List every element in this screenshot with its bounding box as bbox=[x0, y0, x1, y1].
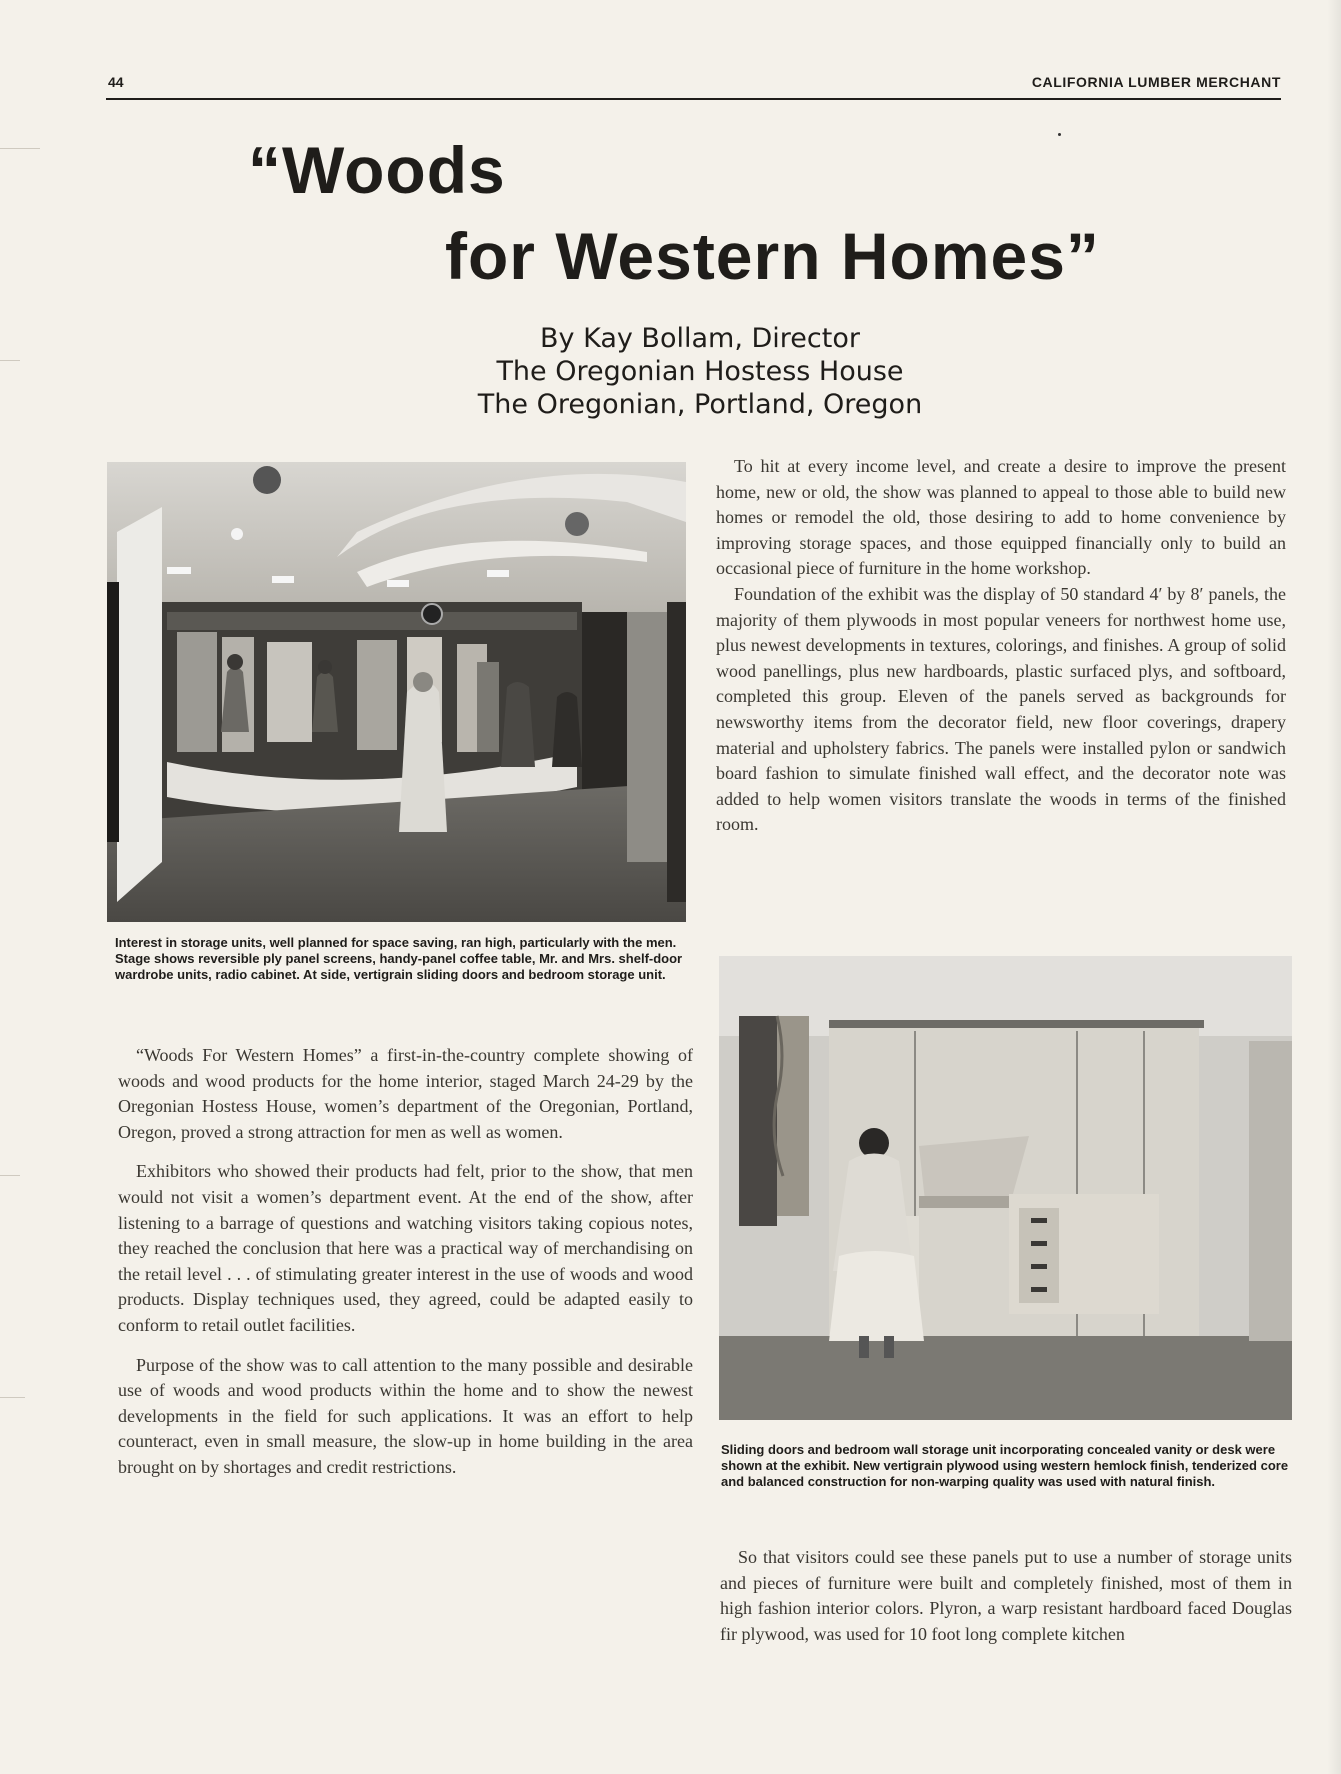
scan-edge-mark bbox=[0, 148, 40, 149]
page-number: 44 bbox=[108, 74, 124, 90]
scan-edge-mark bbox=[0, 1175, 20, 1176]
byline-author: By Kay Bollam, Director bbox=[540, 323, 860, 354]
exhibit-hall-photo bbox=[107, 462, 686, 922]
top-photo-caption: Interest in storage units, well planned for space saving, ran high, particularly with the men. Stage shows reversible ply panel screens, handy-panel coffee table, Mr. and Mrs. shelf-door wardrobe units, radio cabinet. At side, vertigrain sliding doors and bedroom storage unit. bbox=[115, 935, 683, 982]
bottom-photo-caption: Sliding doors and bedroom wall storage unit incorporating concealed vanity or desk were shown at the exhibit. New vertigrain plywood using western hemlock finish, tenderized core and balanced construction for non-warping quality was used with natural finish. bbox=[721, 1442, 1289, 1489]
right-text-column-lower bbox=[720, 1545, 1292, 1647]
journal-title: CALIFORNIA LUMBER MERCHANT bbox=[1031, 74, 1281, 90]
paragraph: To hit at every income level, and create a desire to improve the present home, new or old, the show was planned to appeal to those able to build new homes or remodel the old, those desiring to add to home convenience by improving storage spaces, and those equipped financially only to build an occasional piece of furniture in the home workshop. bbox=[716, 456, 1286, 579]
scan-edge-mark bbox=[0, 360, 20, 361]
paragraph: “Woods For Western Homes” a first-in-the-country complete showing of woods and wood products for the home interior, staged March 24-29 by the Oregonian Hostess House, women’s department of the Oregonian, Portland, Oregon, proved a strong attraction for men as well as women. bbox=[118, 1045, 693, 1142]
scan-edge-mark bbox=[0, 1397, 25, 1398]
print-speck bbox=[1058, 133, 1061, 136]
byline-publication: The Oregonian, Portland, Oregon bbox=[477, 389, 923, 420]
paragraph: Foundation of the exhibit was the display of 50 standard 4′ by 8′ panels, the majority of them plywoods in most popular veneers for northwest home use, plus newest developments in textures, colorings, and finishes. A group of solid wood panellings, plus new hardboards, plastic surfaced plys, and softboard, completed this group. Eleven of the panels served as backgrounds for newsworthy items from the decorator field, new floor coverings, drapery material and upholstery fabrics. The panels were installed pylon or sandwich board fashion to simulate finished wall effect, and the decorator note was added to help women visitors translate the woods in terms of the finished room. bbox=[716, 583, 1286, 835]
paragraph: Exhibitors who showed their products had felt, prior to the show, that men would not visit a women’s department event. At the end of the show, after listening to a barrage of questions and watching visitors taking copious notes, they reached the conclusion that here was a practical way of merchandising on the retail level . . . of stimulating greater interest in the use of woods and wood products. Display techniques used, they agreed, could be adapted easily to conform to retail outlet facilities. bbox=[118, 1161, 693, 1335]
header-rule bbox=[106, 98, 1281, 100]
paragraph: Purpose of the show was to call attention to the many possible and desirable use of woods and wood products within the home and to show the newest developments in the field for such applications. It was an effort to help counteract, even in small measure, the slow-up in home building in the area brought on by shortages and credit restrictions. bbox=[118, 1354, 693, 1477]
storage-unit-photo bbox=[719, 956, 1292, 1420]
article-title-line2: for Western Homes” bbox=[445, 219, 1100, 293]
paragraph: So that visitors could see these panels put to use a number of storage units and pieces of furniture were built and completely finished, most of them in high fashion interior colors. Plyron, a warp resistant hardboard faced Douglas fir plywood, was used for 10 foot long complete kitchen bbox=[720, 1547, 1292, 1644]
article-title-line1: “Woods bbox=[248, 133, 506, 207]
left-text-column bbox=[118, 1043, 693, 1481]
right-text-column-upper bbox=[716, 454, 1286, 838]
scan-shadow bbox=[1327, 0, 1341, 1774]
byline-organization: The Oregonian Hostess House bbox=[496, 356, 904, 387]
byline bbox=[420, 322, 980, 421]
